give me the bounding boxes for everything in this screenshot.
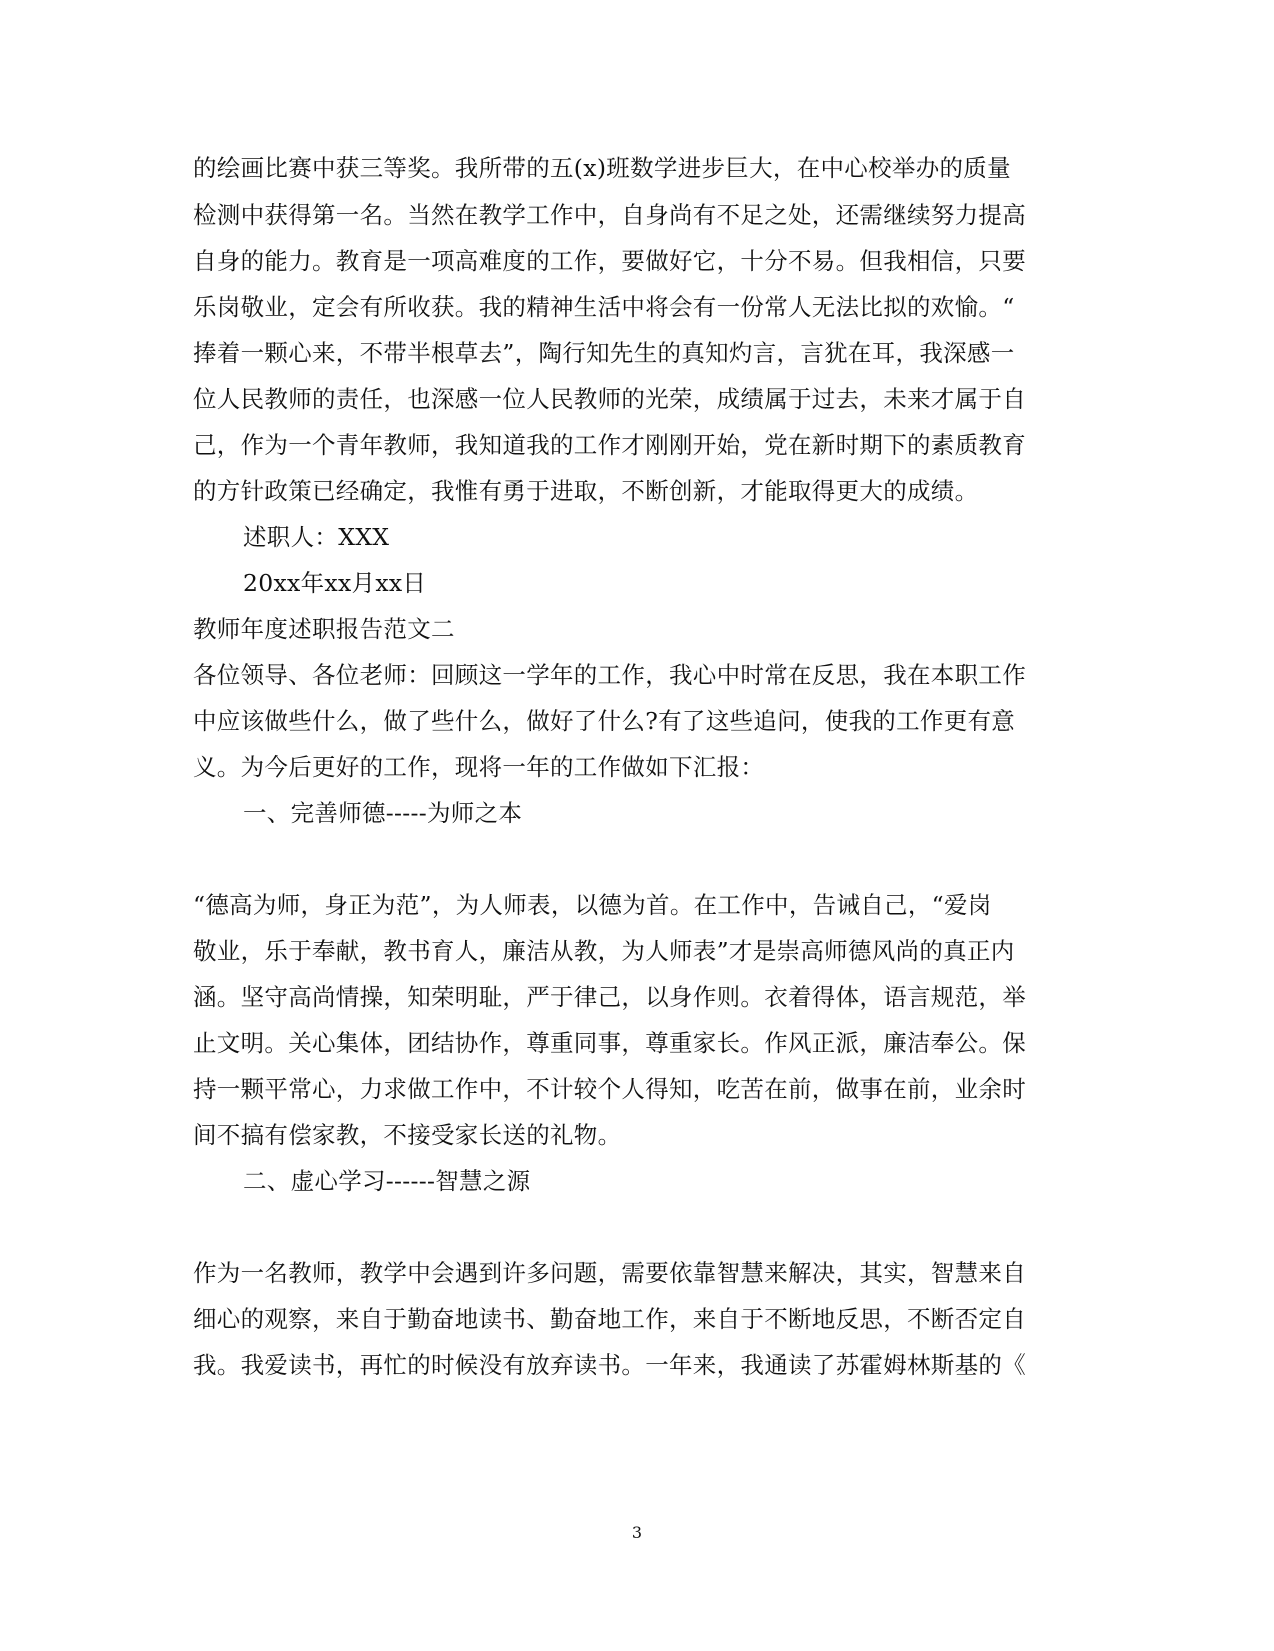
text-line: 乐岗敬业，定会有所收获。我的精神生活中将会有一份常人无法比拟的欢愉。“ xyxy=(193,293,1015,321)
text-line: 作为一名教师，教学中会遇到许多问题，需要依靠智慧来解决，其实，智慧来自 xyxy=(193,1259,1026,1287)
text-line: 敬业，乐于奉献，教书育人，廉洁从教，为人师表”才是崇高师德风尚的真正内 xyxy=(193,937,1015,965)
text-line: 我。我爱读书，再忙的时候没有放弃读书。一年来，我通读了苏霍姆林斯基的《 xyxy=(193,1351,1026,1379)
date-line: 20xx年xx月xx日 xyxy=(243,569,427,597)
text-line: 捧着一颗心来，不带半根草去”，陶行知先生的真知灼言，言犹在耳，我深感一 xyxy=(193,339,1015,367)
section-title: 教师年度述职报告范文二 xyxy=(193,615,455,643)
text-line: 己，作为一个青年教师，我知道我的工作才刚刚开始，党在新时期下的素质教育 xyxy=(193,431,1026,459)
text-line: 的方针政策已经确定，我惟有勇于进取，不断创新，才能取得更大的成绩。 xyxy=(193,477,979,505)
text-line: 持一颗平常心，力求做工作中，不计较个人得知，吃苦在前，做事在前，业余时 xyxy=(193,1075,1026,1103)
text-line: 位人民教师的责任，也深感一位人民教师的光荣，成绩属于过去，未来才属于自 xyxy=(193,385,1026,413)
heading-line: 二、虚心学习------智慧之源 xyxy=(243,1167,531,1195)
text-line: 的绘画比赛中获三等奖。我所带的五(x)班数学进步巨大，在中心校举办的质量 xyxy=(193,154,1011,182)
text-line: 中应该做些什么，做了些什么，做好了什么?有了这些追问，使我的工作更有意 xyxy=(193,707,1016,735)
text-line: 涵。坚守高尚情操，知荣明耻，严于律己，以身作则。衣着得体，语言规范，举 xyxy=(193,983,1026,1011)
text-line: 检测中获得第一名。当然在教学工作中，自身尚有不足之处，还需继续努力提高 xyxy=(193,201,1026,229)
text-line: 间不搞有偿家教，不接受家长送的礼物。 xyxy=(193,1121,622,1149)
text-line: 止文明。关心集体，团结协作，尊重同事，尊重家长。作风正派，廉洁奉公。保 xyxy=(193,1029,1026,1057)
text-line: 细心的观察，来自于勤奋地读书、勤奋地工作，来自于不断地反思，不断否定自 xyxy=(193,1305,1026,1333)
page-number: 3 xyxy=(631,1523,643,1542)
text-line: 各位领导、各位老师：回顾这一学年的工作，我心中时常在反思，我在本职工作 xyxy=(193,661,1026,689)
text-line: 自身的能力。教育是一项高难度的工作，要做好它，十分不易。但我相信，只要 xyxy=(193,247,1026,275)
signature-line: 述职人：XXX xyxy=(243,523,390,551)
text-line: 义。为今后更好的工作，现将一年的工作做如下汇报： xyxy=(193,753,765,781)
text-line: “德高为师，身正为范”，为人师表，以德为首。在工作中，告诫自己，“爱岗 xyxy=(193,891,992,919)
heading-line: 一、完善师德-----为师之本 xyxy=(243,799,523,827)
